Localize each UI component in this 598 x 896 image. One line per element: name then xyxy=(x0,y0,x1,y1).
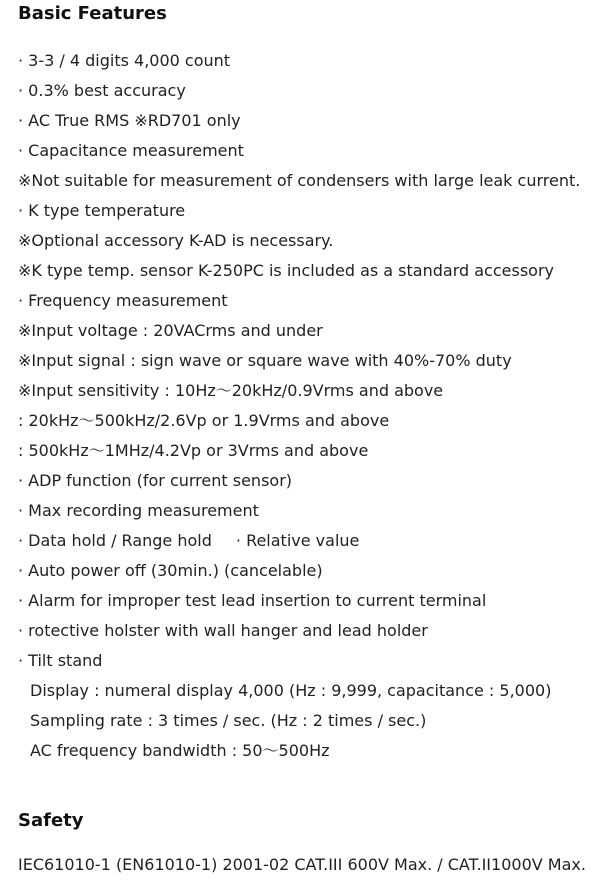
spec-line: Sampling rate : 3 times / sec. (Hz : 2 times / sec.) xyxy=(30,711,427,730)
feature-line: · Tilt stand xyxy=(18,651,103,670)
spec-line: AC frequency bandwidth : 50～500Hz xyxy=(30,741,330,760)
feature-note-continued: : 20kHz～500kHz/2.6Vp or 1.9Vrms and above xyxy=(18,411,390,430)
feature-note: ※Optional accessory K-AD is necessary. xyxy=(18,231,334,250)
feature-line-hold xyxy=(18,526,593,556)
safety-heading: Safety xyxy=(18,810,84,831)
basic-features-list xyxy=(18,46,593,766)
feature-note: ※Input signal : sign wave or square wave with 40%-70% duty xyxy=(18,351,512,370)
data-range-hold-text: · Data hold / Range hold xyxy=(18,531,212,550)
feature-line: · Auto power off (30min.) (cancelable) xyxy=(18,561,323,580)
feature-note: ※Not suitable for measurement of condensers with large leak current. xyxy=(18,171,581,190)
feature-line: · K type temperature xyxy=(18,201,186,220)
feature-note: ※Input voltage : 20VACrms and under xyxy=(18,321,323,340)
feature-note: ※K type temp. sensor K-250PC is included as a standard accessory xyxy=(18,261,554,280)
feature-line: · Capacitance measurement xyxy=(18,141,244,160)
feature-line: · AC True RMS ※RD701 only xyxy=(18,111,241,130)
feature-note-continued: : 500kHz～1MHz/4.2Vp or 3Vrms and above xyxy=(18,441,369,460)
spec-line: Display : numeral display 4,000 (Hz : 9,999, capacitance : 5,000) xyxy=(30,681,552,700)
basic-features-heading: Basic Features xyxy=(18,3,167,24)
safety-standard-text: IEC61010-1 (EN61010-1) 2001-02 CAT.III 600V Max. / CAT.II1000V Max. xyxy=(18,855,586,874)
feature-line: · ADP function (for current sensor) xyxy=(18,471,293,490)
feature-note: ※Input sensitivity : 10Hz～20kHz/0.9Vrms and above xyxy=(18,381,444,400)
feature-line: · Frequency measurement xyxy=(18,291,228,310)
relative-value-text: · Relative value xyxy=(235,531,360,550)
feature-line: · rotective holster with wall hanger and lead holder xyxy=(18,621,428,640)
feature-line: · Alarm for improper test lead insertion to current terminal xyxy=(18,591,487,610)
feature-line: · 0.3% best accuracy xyxy=(18,81,186,100)
feature-line: · Max recording measurement xyxy=(18,501,259,520)
feature-line: · 3-3 / 4 digits 4,000 count xyxy=(18,51,231,70)
